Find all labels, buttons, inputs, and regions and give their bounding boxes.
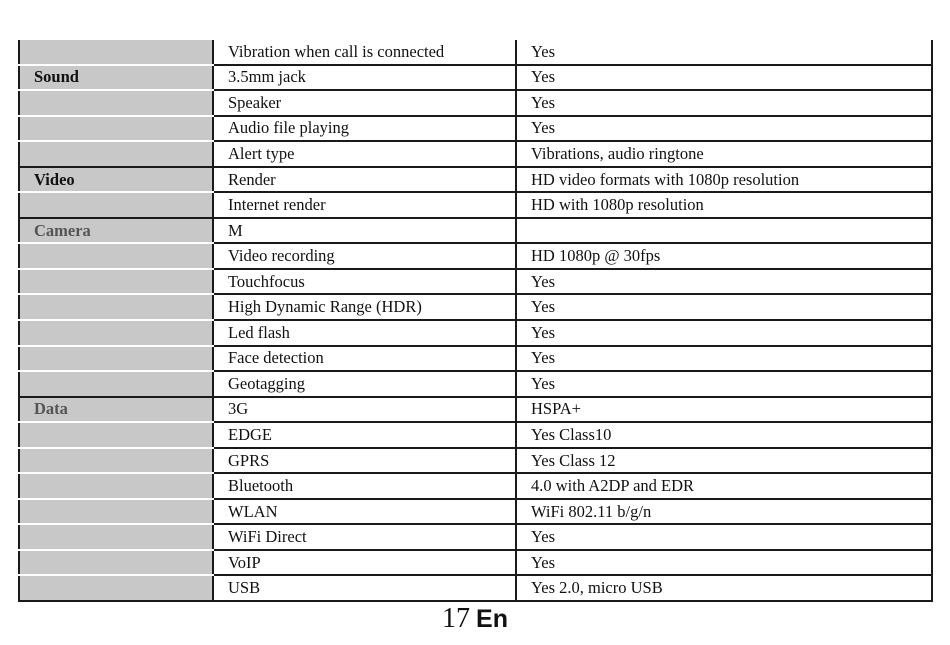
table-row — [19, 550, 932, 576]
table-row — [19, 40, 932, 65]
value-cell: Yes Class 12 — [516, 448, 932, 474]
table-row — [19, 397, 932, 423]
feature-cell: 3G — [213, 397, 516, 423]
category-cell-camera: Camera — [19, 218, 213, 244]
feature-cell: USB — [213, 575, 516, 601]
category-cell-sound: Sound — [19, 65, 213, 91]
feature-cell: Bluetooth — [213, 473, 516, 499]
table-row — [19, 167, 932, 193]
table-row — [19, 346, 932, 372]
category-cell-video: Video — [19, 167, 213, 193]
table-row — [19, 320, 932, 346]
category-cell — [19, 320, 213, 346]
feature-cell: Vibration when call is connected — [213, 40, 516, 65]
feature-cell: WiFi Direct — [213, 524, 516, 550]
category-cell-data: Data — [19, 397, 213, 423]
category-cell — [19, 422, 213, 448]
feature-cell: WLAN — [213, 499, 516, 525]
category-cell — [19, 473, 213, 499]
value-cell: HSPA+ — [516, 397, 932, 423]
value-cell: Yes — [516, 524, 932, 550]
category-cell — [19, 550, 213, 576]
table-row — [19, 294, 932, 320]
value-cell: Yes — [516, 40, 932, 65]
feature-cell: Render — [213, 167, 516, 193]
category-cell — [19, 346, 213, 372]
table-row — [19, 499, 932, 525]
value-cell: Yes 2.0, micro USB — [516, 575, 932, 601]
category-cell — [19, 499, 213, 525]
feature-cell: M — [213, 218, 516, 244]
value-cell: Yes — [516, 65, 932, 91]
value-cell: Yes — [516, 550, 932, 576]
feature-cell: High Dynamic Range (HDR) — [213, 294, 516, 320]
feature-cell: Touchfocus — [213, 269, 516, 295]
table-row — [19, 141, 932, 167]
feature-cell: Speaker — [213, 90, 516, 116]
feature-cell: Face detection — [213, 346, 516, 372]
value-cell: Yes — [516, 371, 932, 397]
value-cell: Yes — [516, 269, 932, 295]
table-row — [19, 371, 932, 397]
category-cell — [19, 524, 213, 550]
value-cell: Yes — [516, 90, 932, 116]
category-cell — [19, 40, 213, 65]
category-cell — [19, 371, 213, 397]
feature-cell: 3.5mm jack — [213, 65, 516, 91]
value-cell: 4.0 with A2DP and EDR — [516, 473, 932, 499]
feature-cell: EDGE — [213, 422, 516, 448]
table-row — [19, 473, 932, 499]
table-row — [19, 116, 932, 142]
table-row — [19, 422, 932, 448]
category-cell — [19, 269, 213, 295]
table-row — [19, 65, 932, 91]
table-row — [19, 243, 932, 269]
category-cell — [19, 192, 213, 218]
table-row — [19, 218, 932, 244]
value-cell: WiFi 802.11 b/g/n — [516, 499, 932, 525]
feature-cell: Alert type — [213, 141, 516, 167]
value-cell — [516, 218, 932, 244]
category-cell — [19, 575, 213, 601]
spec-table — [18, 40, 933, 602]
value-cell: Yes — [516, 116, 932, 142]
feature-cell: Internet render — [213, 192, 516, 218]
feature-cell: Audio file playing — [213, 116, 516, 142]
value-cell: HD 1080p @ 30fps — [516, 243, 932, 269]
page-footer — [0, 603, 950, 635]
table-row — [19, 448, 932, 474]
table-row — [19, 524, 932, 550]
table-row — [19, 90, 932, 116]
category-cell — [19, 141, 213, 167]
category-cell — [19, 116, 213, 142]
category-cell — [19, 448, 213, 474]
feature-cell: VoIP — [213, 550, 516, 576]
value-cell: Yes — [516, 294, 932, 320]
value-cell: Yes — [516, 320, 932, 346]
category-cell — [19, 243, 213, 269]
language-label: En — [476, 605, 508, 633]
category-cell — [19, 294, 213, 320]
value-cell: HD video formats with 1080p resolution — [516, 167, 932, 193]
table-row — [19, 575, 932, 601]
category-cell — [19, 90, 213, 116]
feature-cell: Led flash — [213, 320, 516, 346]
value-cell: Yes Class10 — [516, 422, 932, 448]
table-row — [19, 192, 932, 218]
value-cell: Yes — [516, 346, 932, 372]
feature-cell: Video recording — [213, 243, 516, 269]
feature-cell: GPRS — [213, 448, 516, 474]
value-cell: HD with 1080p resolution — [516, 192, 932, 218]
table-row — [19, 269, 932, 295]
feature-cell: Geotagging — [213, 371, 516, 397]
value-cell: Vibrations, audio ringtone — [516, 141, 932, 167]
page-number: 17 — [442, 603, 471, 634]
